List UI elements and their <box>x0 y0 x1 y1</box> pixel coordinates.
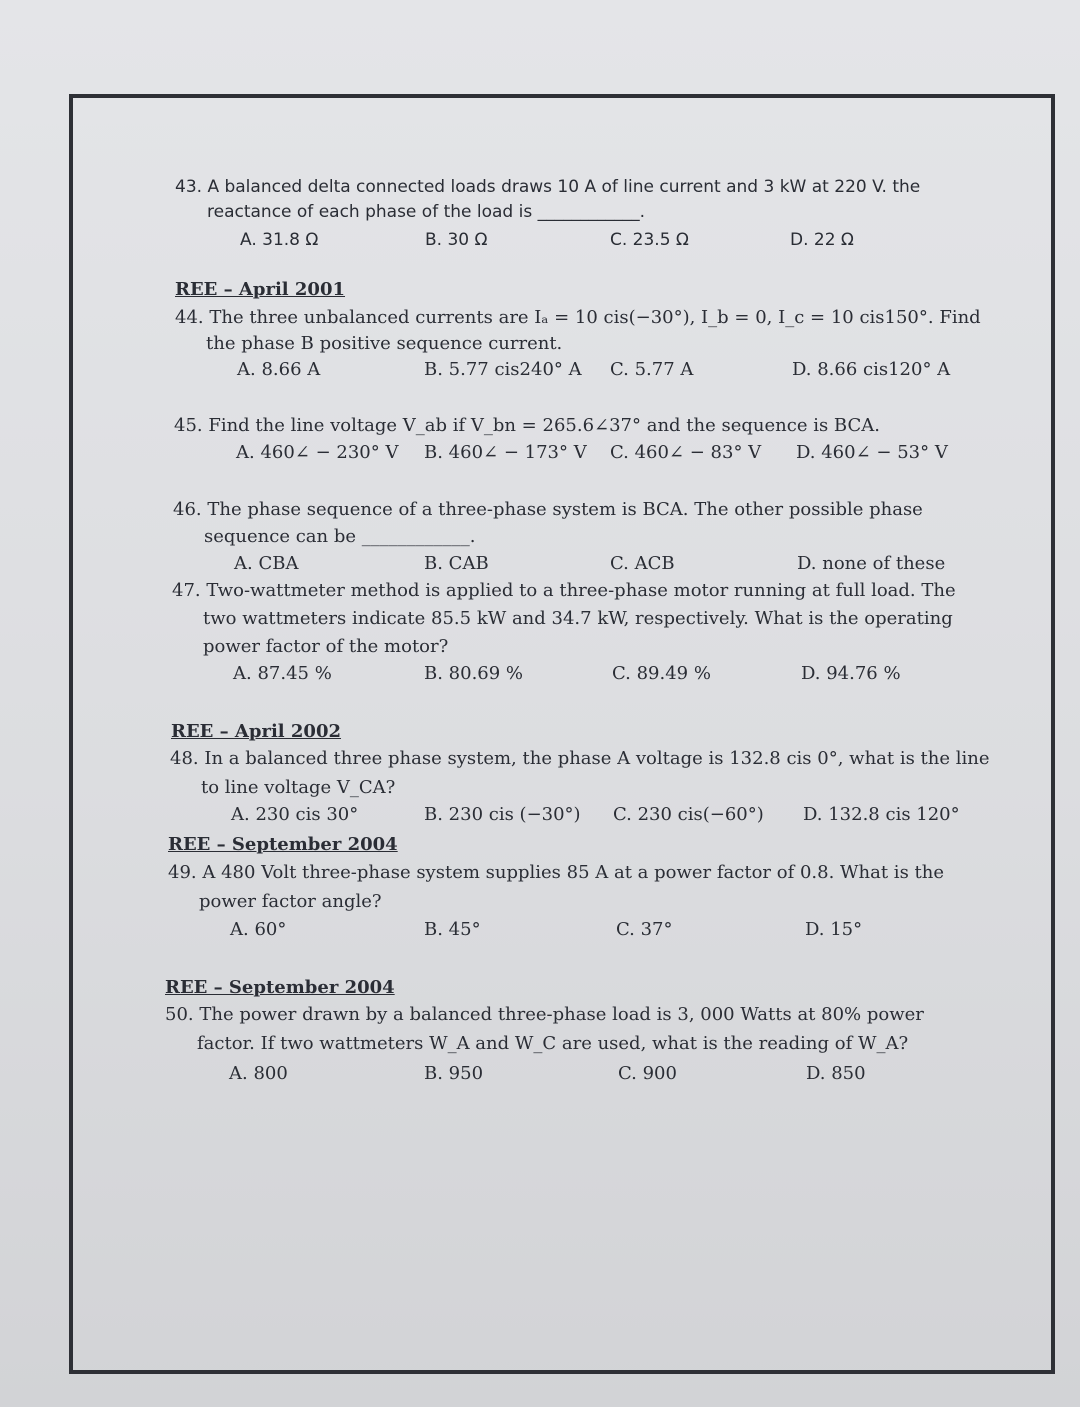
q50-option-d: D. 850 <box>806 1063 866 1084</box>
q49-option-d: D. 15° <box>805 919 863 940</box>
section-heading-september-2004-b: REE – September 2004 <box>165 977 395 998</box>
section-heading-september-2004-a: REE – September 2004 <box>168 834 398 855</box>
q44-option-c: C. 5.77 A <box>610 359 694 380</box>
q50-line2: factor. If two wattmeters W_A and W_C are used, what is the reading of W_A? <box>197 1033 909 1054</box>
q44-option-d: D. 8.66 cis120° A <box>792 359 951 380</box>
q44-line2: the phase B positive sequence current. <box>206 333 563 354</box>
q46-option-d: D. none of these <box>797 553 946 574</box>
q48-option-b: B. 230 cis (−30°) <box>424 804 581 825</box>
q49-option-a: A. 60° <box>230 919 287 940</box>
q46-line1: 46. The phase sequence of a three-phase system is BCA. The other possible phase <box>173 499 923 520</box>
q47-line3: power factor of the motor? <box>203 636 449 657</box>
q43-line1: 43. A balanced delta connected loads draws 10 A of line current and 3 kW at 220 V. the <box>175 177 921 197</box>
q49-option-c: C. 37° <box>616 919 673 940</box>
q44-line1: 44. The three unbalanced currents are Iₐ = 10 cis(−30°), I_b = 0, I_c = 10 cis150°. Find <box>175 307 981 328</box>
q48-line1: 48. In a balanced three phase system, the phase A voltage is 132.8 cis 0°, what is the line <box>170 748 990 769</box>
q47-option-b: B. 80.69 % <box>424 663 524 684</box>
q50-option-a: A. 800 <box>229 1063 288 1084</box>
q48-line2: to line voltage V_CA? <box>201 777 396 798</box>
q48-option-c: C. 230 cis(−60°) <box>613 804 764 825</box>
q43-option-b: B. 30 Ω <box>425 230 488 250</box>
q45-option-b: B. 460∠ − 173° V <box>424 442 587 463</box>
q46-option-a: A. CBA <box>234 553 299 574</box>
q47-line1: 47. Two-wattmeter method is applied to a three-phase motor running at full load. The <box>172 580 956 601</box>
q45-option-c: C. 460∠ − 83° V <box>610 442 762 463</box>
q43-option-c: C. 23.5 Ω <box>610 230 689 250</box>
q50-option-c: C. 900 <box>618 1063 677 1084</box>
q47-option-a: A. 87.45 % <box>233 663 332 684</box>
q44-option-b: B. 5.77 cis240° A <box>424 359 582 380</box>
q46-option-b: B. CAB <box>424 553 489 574</box>
q48-option-d: D. 132.8 cis 120° <box>803 804 960 825</box>
q50-option-b: B. 950 <box>424 1063 484 1084</box>
q50-line1: 50. The power drawn by a balanced three-phase load is 3, 000 Watts at 80% power <box>165 1004 924 1025</box>
q45-line1: 45. Find the line voltage V_ab if V_bn = 265.6∠37° and the sequence is BCA. <box>174 415 880 436</box>
q49-line1: 49. A 480 Volt three-phase system supplies 85 A at a power factor of 0.8. What is the <box>168 862 945 883</box>
q48-option-a: A. 230 cis 30° <box>231 804 359 825</box>
q47-line2: two wattmeters indicate 85.5 kW and 34.7 kW, respectively. What is the operating <box>203 608 953 629</box>
q49-option-b: B. 45° <box>424 919 481 940</box>
q43-line2: reactance of each phase of the load is ____________. <box>207 202 646 222</box>
q43-option-d: D. 22 Ω <box>790 230 854 250</box>
q45-option-a: A. 460∠ − 230° V <box>236 442 399 463</box>
q49-line2: power factor angle? <box>199 891 382 912</box>
section-heading-april-2002: REE – April 2002 <box>171 721 342 742</box>
q45-option-d: D. 460∠ − 53° V <box>796 442 948 463</box>
section-heading-april-2001: REE – April 2001 <box>175 279 346 300</box>
q47-option-c: C. 89.49 % <box>612 663 711 684</box>
q46-option-c: C. ACB <box>610 553 675 574</box>
q43-option-a: A. 31.8 Ω <box>240 230 319 250</box>
q46-line2: sequence can be ____________. <box>204 526 476 547</box>
q47-option-d: D. 94.76 % <box>801 663 901 684</box>
q44-option-a: A. 8.66 A <box>237 359 321 380</box>
